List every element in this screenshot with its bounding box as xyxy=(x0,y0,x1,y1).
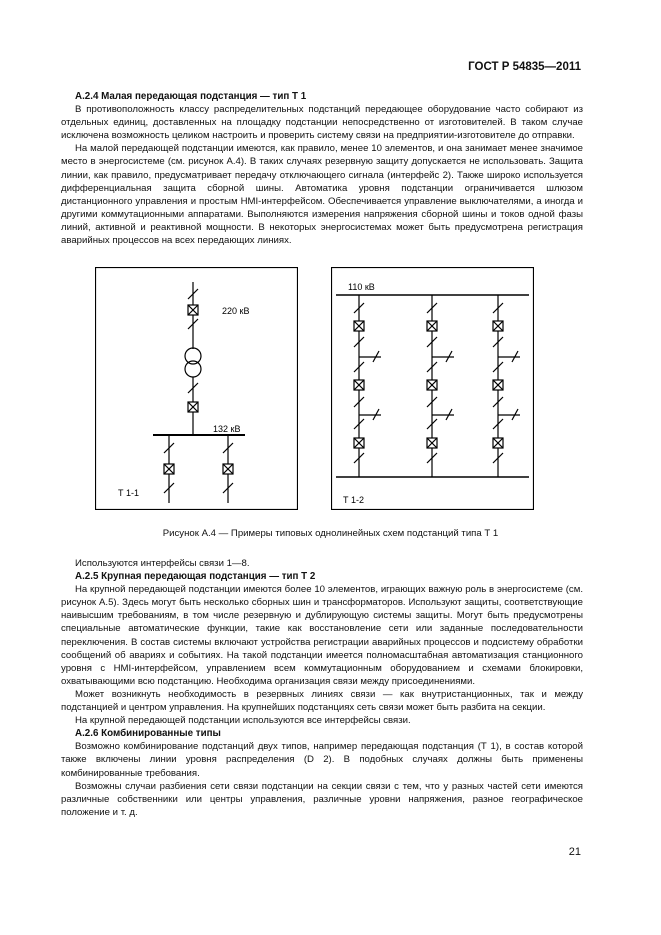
section-a24 xyxy=(61,90,583,247)
bay-1 xyxy=(354,295,381,477)
section-a25-paragraph: На крупной передающей подстанции имеются более 10 элементов, играющих важную роль в энергосистеме (см. рисунок А.5). Здесь могут быть несколько сборных шин и трансформаторов. Используют защиты, соответствующие наивысшим требованиям, в том числе резервную и дублирующую системы защиты. Могут быть предусмотрены специальные автоматические функции, такие как восстановление сети или заданные последовательности переключения. В состав системы включают устройства регистрации аварийных процессов и подсистему обработки сообщений об авариях и событиях. На такой подстанции имеется полномасштабная автоматизация станционного уровня с HMI-интерфейсом, управлением всем коммутационным оборудованием и схемами блокировки, охватывающими всю подстанцию. Необходима организация связи между присоединениями. xyxy=(61,584,583,687)
document-standard-header: ГОСТ Р 54835—2011 xyxy=(468,61,581,73)
diagram-label-t1-1: Т 1-1 xyxy=(118,488,140,498)
bay-2 xyxy=(427,295,454,477)
bay-3 xyxy=(493,295,520,477)
figure-caption: Рисунок А.4 — Примеры типовых однолинейных схем подстанций типа Т 1 xyxy=(162,528,499,539)
section-a25-paragraph: На крупной передающей подстанции используются все интерфейсы связи. xyxy=(75,715,411,727)
section-a24-paragraph: В противоположность классу распределительных подстанций передающее оборудование часто собирают из отдельных единиц, доставленных на площадку подстанции непосредственно от изготовителей. В таком случае исключена возможность целиком настроить и проверить систему связи на предприятии-изготовителе до отправки. xyxy=(61,104,583,142)
section-a25-paragraph: Может возникнуть необходимость в резервных линиях связи — как внутристанционных, так и между подстанцией и центром управления. На крупнейших подстанциях сеть связи может быть разбита на секции. xyxy=(61,688,583,714)
section-a24-heading: А.2.4 Малая передающая подстанция — тип Т 1 xyxy=(75,91,307,102)
diagram-label-t1-2: Т 1-2 xyxy=(343,495,365,505)
section-a24-paragraph: На малой передающей подстанции имеются, как правило, менее 10 элементов, и она занимает менее значимое место в энергосистеме (см. рисунок А.4). В таких случаях резервную защиту допускается не использовать. Защита линии, как правило, предусматривает передачу отключающего сигнала (интерфейс 2). Также широко используется дифференциальная защита сборной шины. Автоматика уровня подстанции ограничивается шлюзом дистанционного управления и простым HMI-интерфейсом. Обеспечивается управление выключателями, а иногда и другими коммутационными аппаратами. Выполняются измерения напряжения сборной шины и токов одной фазы линий, активной и реактивной мощности. В некоторых энергосистемах может быть предусмотрена регистрация аварийных процессов на всех передающих линиях. xyxy=(61,143,583,247)
page-number: 21 xyxy=(568,846,581,858)
voltage-label-220: 220 кВ xyxy=(222,306,250,316)
section-a25-and-a26 xyxy=(61,557,583,819)
diagram-t1-1 xyxy=(95,267,298,510)
interfaces-note: Используются интерфейсы связи 1—8. xyxy=(75,558,250,569)
section-a26-heading: А.2.6 Комбинированные типы xyxy=(75,728,221,740)
section-a25-heading: А.2.5 Крупная передающая подстанция — тип Т 2 xyxy=(75,571,316,583)
section-a26-paragraph: Возможны случаи разбиения сети связи подстанции на секции связи с тем, что у разных частей сети имеются различные собственники или центры управления, различные уровни напряжения, разное географическое положение и т. д. xyxy=(61,780,583,818)
diagram-t1-2 xyxy=(331,267,534,510)
voltage-label-132: 132 кВ xyxy=(213,424,241,434)
voltage-label-110: 110 кВ xyxy=(348,282,375,292)
section-a26-paragraph: Возможно комбинирование подстанций двух типов, например передающая подстанция (Т 1), в состав которой также включены линии уровня распределения (D 2). В подобных случаях должны быть применены комбинированные требования. xyxy=(61,741,583,779)
